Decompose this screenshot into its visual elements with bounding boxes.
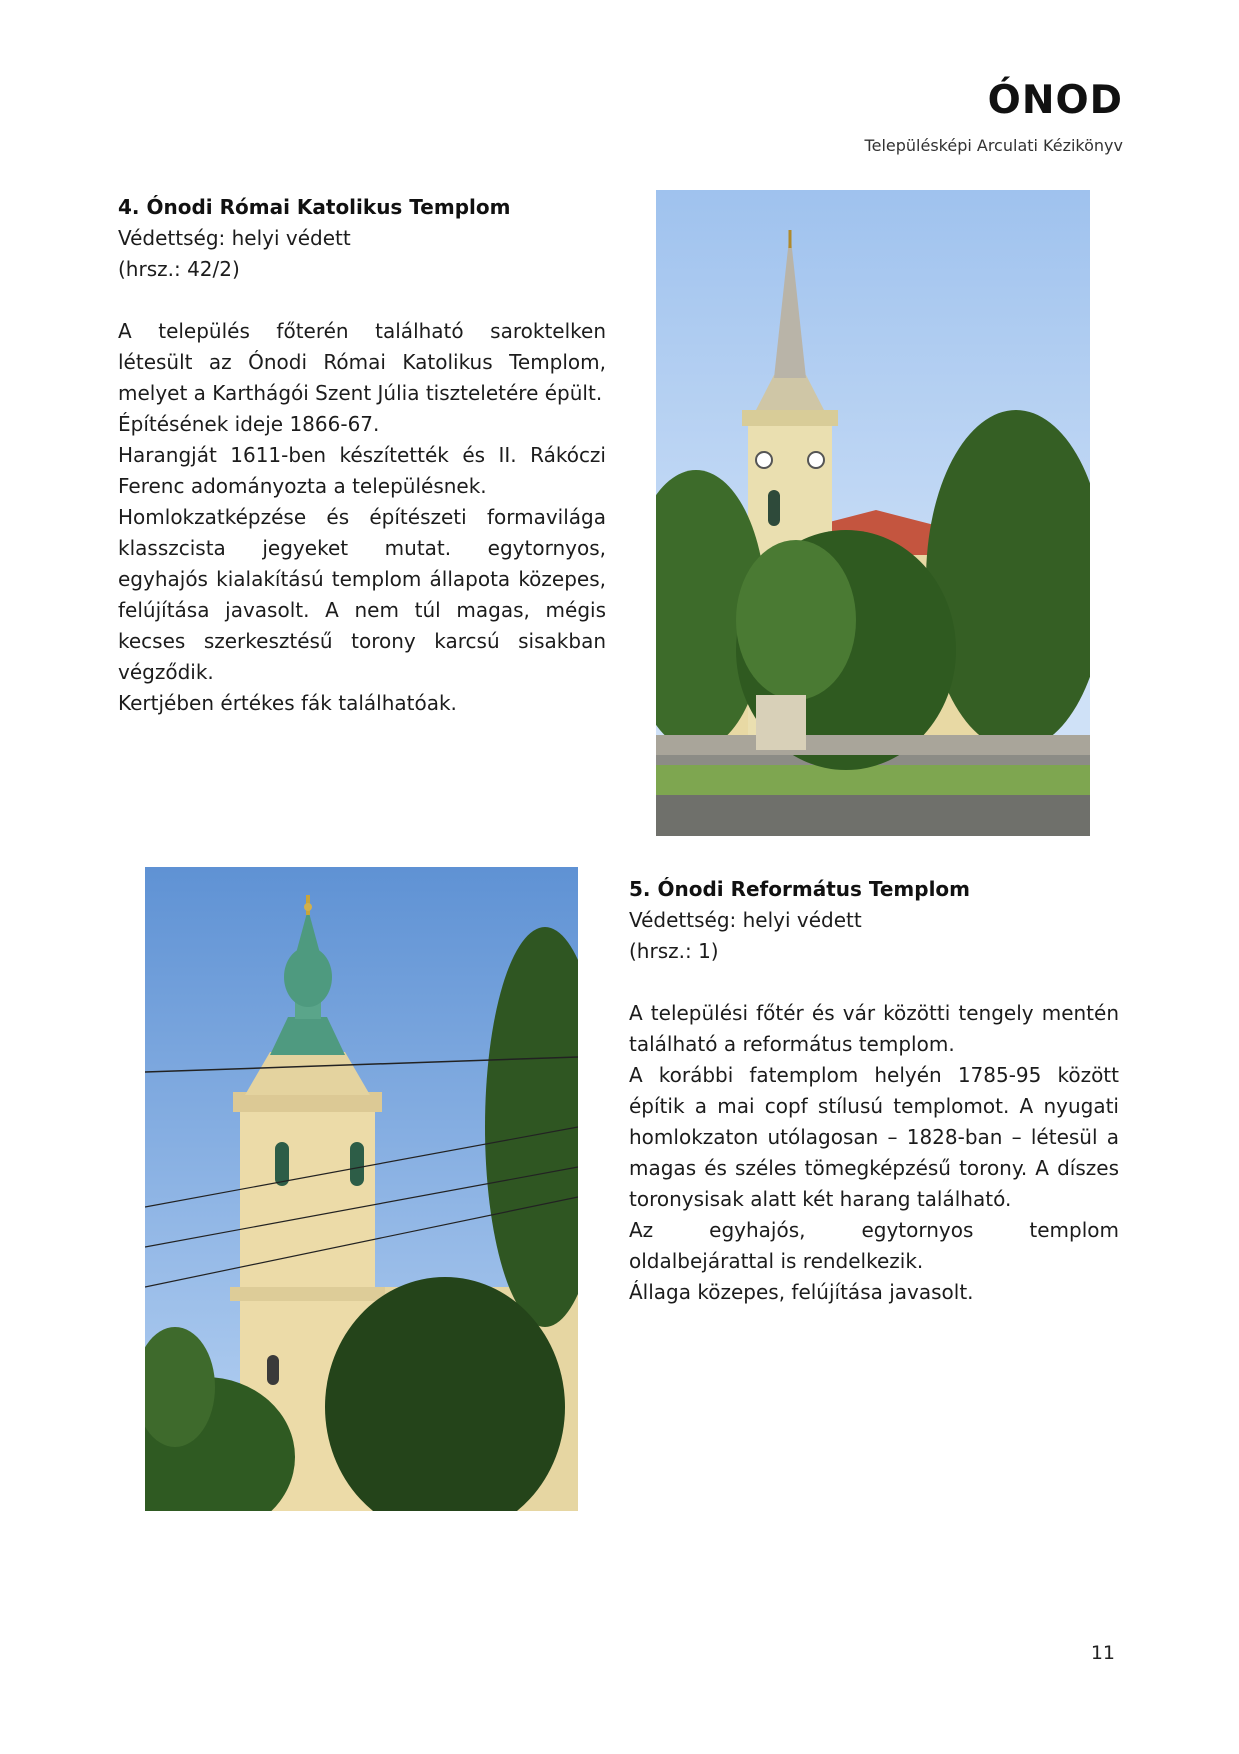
page-number: 11 [1090, 1642, 1115, 1664]
paragraph: Építésének ideje 1866-67. [118, 412, 380, 436]
section-body [629, 998, 1119, 1308]
photo-roman-catholic-church [656, 190, 1090, 836]
photo-reformed-church [145, 867, 578, 1511]
section-roman-catholic-church [118, 192, 606, 719]
section-heading: 4. Ónodi Római Katolikus Templom [118, 195, 511, 219]
document-subtitle: Településképi Arculati Kézikönyv [864, 136, 1123, 155]
document-title: ÓNOD [987, 78, 1123, 123]
protection-status: Védettség: helyi védett [629, 908, 862, 932]
protection-status: Védettség: helyi védett [118, 226, 351, 250]
parcel-number: (hrsz.: 42/2) [118, 257, 240, 281]
section-heading: 5. Ónodi Református Templom [629, 877, 971, 901]
paragraph: Homlokzatképzése és építészeti formavilága klasszcista jegyeket mutat. egytornyos, egyhajós kialakítású templom állapota közepes, felújítása javasolt. A nem túl magas, mégis kecses szerkesztésű torony karcsú sisakban végződik. [118, 505, 606, 684]
paragraph: Kertjében értékes fák találhatóak. [118, 691, 457, 715]
section-reformed-church [629, 874, 1119, 1308]
paragraph: A település főterén található saroktelken létesült az Ónodi Római Katolikus Templom, melyet a Karthágói Szent Júlia tiszteletére épült. [118, 319, 606, 405]
paragraph: A korábbi fatemplom helyén 1785-95 között építik a mai copf stílusú templomot. A nyugati homlokzaton utólagosan – 1828-ban – létesül a magas és széles tömegképzésű torony. A díszes toronysisak alatt két harang található. [629, 1063, 1119, 1211]
section-body [118, 316, 606, 719]
paragraph: Állaga közepes, felújítása javasolt. [629, 1280, 974, 1304]
paragraph: Harangját 1611-ben készítették és II. Rákóczi Ferenc adományozta a településnek. [118, 443, 606, 498]
paragraph: Az egyhajós, egytornyos templom oldalbejárattal is rendelkezik. [629, 1218, 1119, 1273]
parcel-number: (hrsz.: 1) [629, 939, 719, 963]
paragraph: A települési főtér és vár közötti tengely mentén található a református templom. [629, 1001, 1119, 1056]
